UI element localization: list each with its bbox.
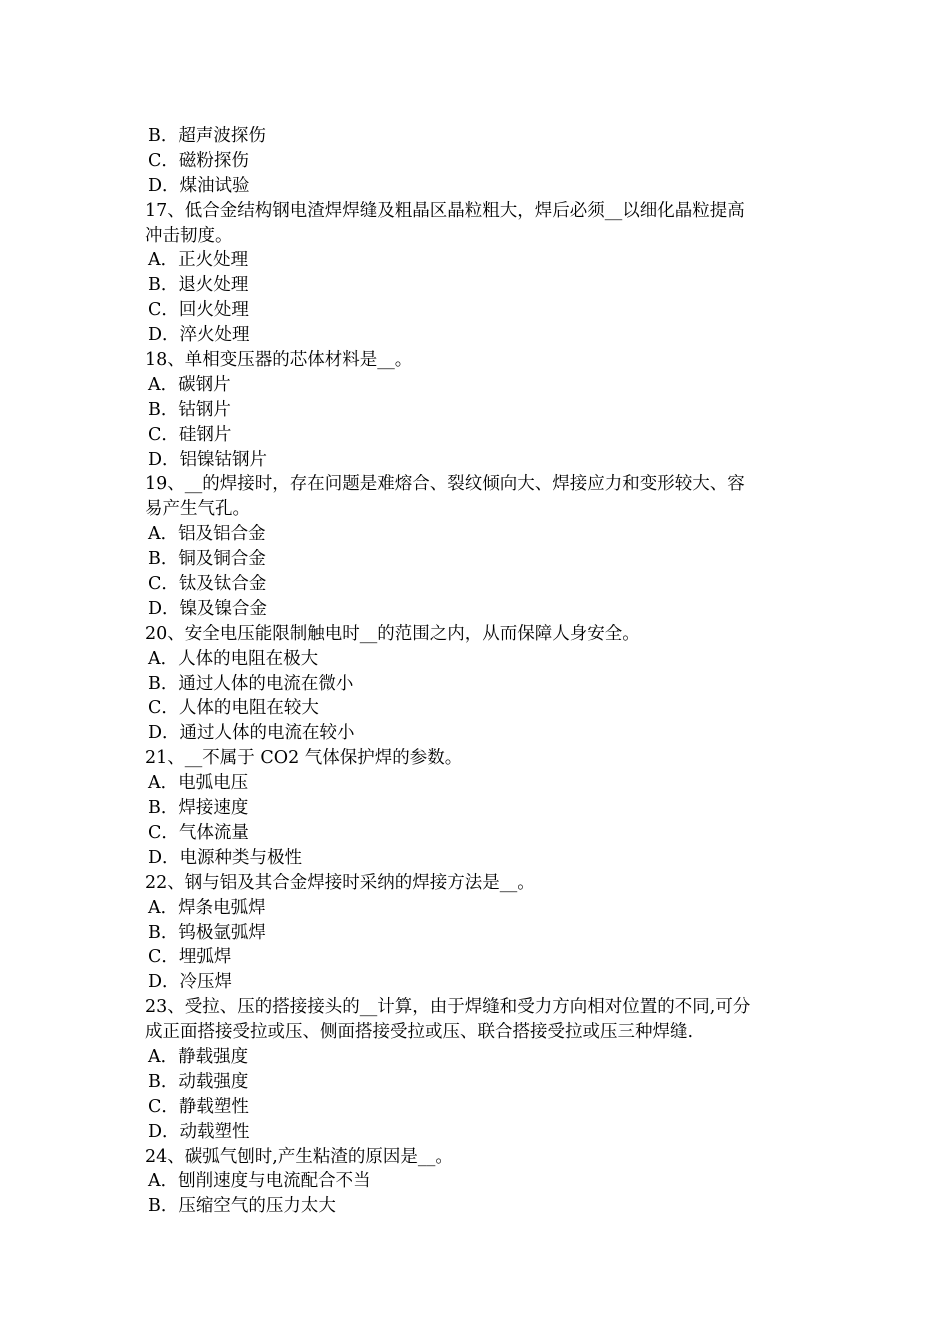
answer-option: C．埋弧焊 (148, 947, 232, 968)
answer-option: D．电源种类与极性 (148, 847, 303, 868)
answer-option: D．铝镍钴钢片 (148, 449, 268, 470)
answer-option: D．镍及镍合金 (148, 598, 268, 619)
answer-option: C．气体流量 (148, 822, 249, 843)
question-text: 21、__不属于 CO2 气体保护焊的参数。 (145, 748, 463, 769)
question-text: 22、钢与铝及其合金焊接时采纳的焊接方法是__。 (145, 872, 535, 893)
answer-option: D．淬火处理 (148, 325, 250, 346)
answer-option: D．动载塑性 (148, 1121, 250, 1142)
answer-option: B．钨极氩弧焊 (148, 922, 266, 943)
answer-option: C．静载塑性 (148, 1096, 249, 1117)
answer-option: B．超声波探伤 (148, 126, 266, 146)
answer-option: C．硅钢片 (148, 424, 232, 445)
question-text: 冲击韧度。 (145, 225, 233, 246)
answer-option: A．焊条电弧焊 (148, 897, 266, 918)
answer-option: A．刨削速度与电流配合不当 (148, 1171, 371, 1192)
question-text: 24、碳弧气刨时,产生粘渣的原因是__。 (145, 1146, 453, 1167)
answer-option: C．回火处理 (148, 300, 249, 321)
answer-option: D．冷压焊 (148, 972, 233, 993)
answer-option: A．电弧电压 (148, 773, 249, 794)
question-text: 18、单相变压器的芯体材料是__。 (145, 350, 413, 371)
answer-option: B．退火处理 (148, 275, 249, 296)
answer-option: B．压缩空气的压力太大 (148, 1196, 336, 1217)
answer-option: D．通过人体的电流在较小 (148, 723, 355, 744)
answer-option: C．钛及钛合金 (148, 574, 267, 595)
answer-option: B．铜及铜合金 (148, 549, 266, 570)
answer-option: A．人体的电阻在极大 (148, 648, 319, 669)
question-text: 23、受拉、压的搭接接头的__计算，由于焊缝和受力方向相对位置的不同,可分 (145, 997, 751, 1018)
question-text: 20、安全电压能限制触电时__的范围之内，从而保障人身安全。 (145, 623, 640, 644)
answer-option: B．动载强度 (148, 1071, 249, 1092)
question-text: 易产生气孔。 (145, 499, 250, 520)
answer-option: B．通过人体的电流在微小 (148, 673, 354, 694)
question-text: 成正面搭接受拉或压、侧面搭接受拉或压、联合搭接受拉或压三种焊缝. (145, 1022, 694, 1043)
question-text: 19、__的焊接时，存在问题是难熔合、裂纹倾向大、焊接应力和变形较大、容 (145, 474, 745, 495)
answer-option: A．正火处理 (148, 250, 249, 271)
answer-option: A．碳钢片 (148, 374, 231, 395)
answer-option: C．人体的电阻在较大 (148, 698, 319, 719)
answer-option: A．静载强度 (148, 1046, 249, 1067)
answer-option: B．焊接速度 (148, 798, 249, 819)
answer-option: C．磁粉探伤 (148, 150, 249, 171)
answer-option: D．煤油试验 (148, 175, 250, 196)
document-page (145, 124, 815, 1219)
answer-option: A．铝及铝合金 (148, 524, 266, 545)
question-text: 17、低合金结构钢电渣焊焊缝及粗晶区晶粒粗大，焊后必须__以细化晶粒提高 (145, 200, 745, 221)
answer-option: B．钴钢片 (148, 399, 231, 420)
